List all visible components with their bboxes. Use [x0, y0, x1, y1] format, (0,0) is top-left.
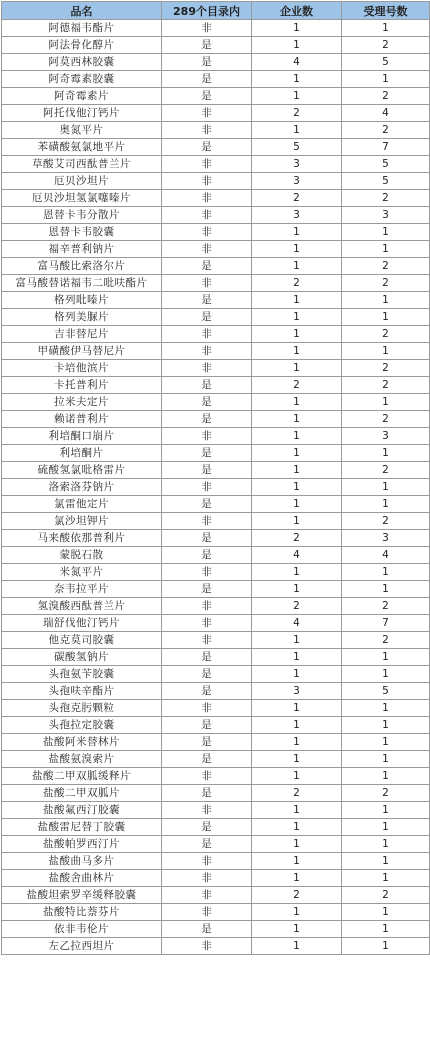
table-row [2, 734, 430, 751]
acceptance-count-cell: 2 [342, 88, 430, 105]
acceptance-count-cell: 1 [342, 853, 430, 870]
acceptance-count-cell: 2 [342, 411, 430, 428]
company-count-cell: 1 [252, 768, 342, 785]
product-name-cell: 盐酸氟西汀胶囊 [2, 802, 162, 819]
in-289-list-cell: 非 [162, 343, 252, 360]
acceptance-count-cell: 5 [342, 156, 430, 173]
company-count-cell: 2 [252, 105, 342, 122]
company-count-cell: 1 [252, 479, 342, 496]
table-row [2, 921, 430, 938]
acceptance-count-cell: 1 [342, 241, 430, 258]
table-row [2, 870, 430, 887]
in-289-list-cell: 是 [162, 139, 252, 156]
table-row [2, 139, 430, 156]
product-name-cell: 阿德福韦酯片 [2, 20, 162, 37]
in-289-list-cell: 非 [162, 428, 252, 445]
acceptance-count-cell: 2 [342, 785, 430, 802]
acceptance-count-cell: 2 [342, 462, 430, 479]
product-name-cell: 拉米夫定片 [2, 394, 162, 411]
acceptance-count-cell: 1 [342, 836, 430, 853]
in-289-list-cell: 是 [162, 258, 252, 275]
table-row [2, 819, 430, 836]
in-289-list-cell: 非 [162, 479, 252, 496]
table-row [2, 904, 430, 921]
product-name-cell: 富马酸比索洛尔片 [2, 258, 162, 275]
acceptance-count-cell: 1 [342, 71, 430, 88]
table-row [2, 377, 430, 394]
in-289-list-cell: 是 [162, 683, 252, 700]
company-count-cell: 1 [252, 394, 342, 411]
in-289-list-cell: 非 [162, 870, 252, 887]
company-count-cell: 4 [252, 54, 342, 71]
in-289-list-cell: 是 [162, 394, 252, 411]
company-count-cell: 2 [252, 275, 342, 292]
acceptance-count-cell: 2 [342, 513, 430, 530]
company-count-cell: 1 [252, 649, 342, 666]
in-289-list-cell: 是 [162, 581, 252, 598]
product-name-cell: 厄贝沙坦片 [2, 173, 162, 190]
acceptance-count-cell: 1 [342, 768, 430, 785]
in-289-list-cell: 非 [162, 904, 252, 921]
in-289-list-cell: 是 [162, 309, 252, 326]
acceptance-count-cell: 1 [342, 734, 430, 751]
in-289-list-cell: 是 [162, 496, 252, 513]
acceptance-count-cell: 2 [342, 632, 430, 649]
product-name-cell: 氢溴酸西酞普兰片 [2, 598, 162, 615]
acceptance-count-cell: 7 [342, 139, 430, 156]
acceptance-count-cell: 1 [342, 496, 430, 513]
in-289-list-cell: 非 [162, 615, 252, 632]
in-289-list-cell: 是 [162, 751, 252, 768]
table-row [2, 343, 430, 360]
in-289-list-cell: 非 [162, 513, 252, 530]
table-row [2, 173, 430, 190]
table-row [2, 360, 430, 377]
table-row [2, 309, 430, 326]
company-count-cell: 1 [252, 717, 342, 734]
table-row [2, 20, 430, 37]
table-row [2, 411, 430, 428]
company-count-cell: 1 [252, 224, 342, 241]
in-289-list-cell: 非 [162, 802, 252, 819]
acceptance-count-cell: 1 [342, 343, 430, 360]
company-count-cell: 1 [252, 513, 342, 530]
company-count-cell: 1 [252, 581, 342, 598]
table-row [2, 683, 430, 700]
acceptance-count-cell: 1 [342, 819, 430, 836]
acceptance-count-cell: 2 [342, 190, 430, 207]
company-count-cell: 1 [252, 20, 342, 37]
table-body [2, 20, 430, 955]
table-row [2, 513, 430, 530]
acceptance-count-cell: 2 [342, 360, 430, 377]
product-name-cell: 头孢拉定胶囊 [2, 717, 162, 734]
in-289-list-cell: 是 [162, 819, 252, 836]
acceptance-count-cell: 1 [342, 224, 430, 241]
acceptance-count-cell: 2 [342, 598, 430, 615]
product-name-cell: 头孢克肟颗粒 [2, 700, 162, 717]
company-count-cell: 1 [252, 360, 342, 377]
product-name-cell: 草酸艾司西酞普兰片 [2, 156, 162, 173]
product-name-cell: 马来酸依那普利片 [2, 530, 162, 547]
product-name-cell: 碳酸氢钠片 [2, 649, 162, 666]
table-row [2, 394, 430, 411]
table-row [2, 496, 430, 513]
company-count-cell: 1 [252, 734, 342, 751]
company-count-cell: 1 [252, 921, 342, 938]
table-row [2, 768, 430, 785]
acceptance-count-cell: 4 [342, 105, 430, 122]
table-row [2, 853, 430, 870]
table-row [2, 445, 430, 462]
acceptance-count-cell: 2 [342, 887, 430, 904]
table-row [2, 326, 430, 343]
table-row [2, 530, 430, 547]
table-row [2, 258, 430, 275]
company-count-cell: 3 [252, 683, 342, 700]
product-name-cell: 甲磺酸伊马替尼片 [2, 343, 162, 360]
product-name-cell: 盐酸二甲双胍缓释片 [2, 768, 162, 785]
header-product-name: 品名 [2, 2, 162, 20]
company-count-cell: 1 [252, 241, 342, 258]
in-289-list-cell: 非 [162, 700, 252, 717]
table-row [2, 292, 430, 309]
acceptance-count-cell: 1 [342, 666, 430, 683]
company-count-cell: 1 [252, 122, 342, 139]
in-289-list-cell: 是 [162, 734, 252, 751]
table-row [2, 479, 430, 496]
acceptance-count-cell: 4 [342, 547, 430, 564]
in-289-list-cell: 非 [162, 768, 252, 785]
acceptance-count-cell: 2 [342, 326, 430, 343]
product-name-cell: 盐酸坦索罗辛缓释胶囊 [2, 887, 162, 904]
table-row [2, 700, 430, 717]
table-row [2, 717, 430, 734]
product-name-cell: 氯沙坦钾片 [2, 513, 162, 530]
company-count-cell: 1 [252, 37, 342, 54]
company-count-cell: 1 [252, 343, 342, 360]
acceptance-count-cell: 2 [342, 377, 430, 394]
product-name-cell: 阿莫西林胶囊 [2, 54, 162, 71]
in-289-list-cell: 非 [162, 360, 252, 377]
in-289-list-cell: 非 [162, 224, 252, 241]
table-row [2, 156, 430, 173]
product-name-cell: 阿法骨化醇片 [2, 37, 162, 54]
product-name-cell: 富马酸替诺福韦二吡呋酯片 [2, 275, 162, 292]
header-company-count: 企业数 [252, 2, 342, 20]
acceptance-count-cell: 1 [342, 309, 430, 326]
acceptance-count-cell: 1 [342, 717, 430, 734]
company-count-cell: 2 [252, 530, 342, 547]
company-count-cell: 4 [252, 547, 342, 564]
product-name-cell: 盐酸舍曲林片 [2, 870, 162, 887]
in-289-list-cell: 非 [162, 105, 252, 122]
in-289-list-cell: 非 [162, 173, 252, 190]
company-count-cell: 1 [252, 836, 342, 853]
product-name-cell: 左乙拉西坦片 [2, 938, 162, 955]
acceptance-count-cell: 2 [342, 37, 430, 54]
table-row [2, 241, 430, 258]
product-name-cell: 米氮平片 [2, 564, 162, 581]
in-289-list-cell: 是 [162, 37, 252, 54]
acceptance-count-cell: 2 [342, 258, 430, 275]
in-289-list-cell: 是 [162, 785, 252, 802]
table-row [2, 462, 430, 479]
in-289-list-cell: 非 [162, 190, 252, 207]
table-row [2, 785, 430, 802]
table-row [2, 105, 430, 122]
in-289-list-cell: 非 [162, 326, 252, 343]
in-289-list-cell: 是 [162, 445, 252, 462]
in-289-list-cell: 是 [162, 411, 252, 428]
in-289-list-cell: 是 [162, 530, 252, 547]
product-name-cell: 格列吡嗪片 [2, 292, 162, 309]
product-name-cell: 格列美脲片 [2, 309, 162, 326]
acceptance-count-cell: 1 [342, 700, 430, 717]
table-row [2, 802, 430, 819]
in-289-list-cell: 非 [162, 241, 252, 258]
in-289-list-cell: 是 [162, 666, 252, 683]
table-row [2, 54, 430, 71]
product-name-cell: 卡培他滨片 [2, 360, 162, 377]
in-289-list-cell: 非 [162, 938, 252, 955]
product-name-cell: 福辛普利钠片 [2, 241, 162, 258]
product-name-cell: 阿托伐他汀钙片 [2, 105, 162, 122]
table-row [2, 37, 430, 54]
product-name-cell: 阿奇霉素胶囊 [2, 71, 162, 88]
product-name-cell: 蒙脱石散 [2, 547, 162, 564]
table-row [2, 88, 430, 105]
product-name-cell: 奈韦拉平片 [2, 581, 162, 598]
company-count-cell: 5 [252, 139, 342, 156]
company-count-cell: 1 [252, 71, 342, 88]
in-289-list-cell: 是 [162, 462, 252, 479]
company-count-cell: 1 [252, 802, 342, 819]
company-count-cell: 1 [252, 326, 342, 343]
in-289-list-cell: 非 [162, 598, 252, 615]
acceptance-count-cell: 2 [342, 122, 430, 139]
acceptance-count-cell: 1 [342, 870, 430, 887]
product-name-cell: 利培酮片 [2, 445, 162, 462]
table-row [2, 547, 430, 564]
header-in-289-list: 289个目录内 [162, 2, 252, 20]
acceptance-count-cell: 1 [342, 394, 430, 411]
company-count-cell: 1 [252, 88, 342, 105]
table-row [2, 122, 430, 139]
acceptance-count-cell: 3 [342, 428, 430, 445]
drug-table [1, 1, 430, 955]
in-289-list-cell: 非 [162, 20, 252, 37]
company-count-cell: 3 [252, 156, 342, 173]
acceptance-count-cell: 1 [342, 564, 430, 581]
product-name-cell: 依非韦伦片 [2, 921, 162, 938]
product-name-cell: 盐酸特比萘芬片 [2, 904, 162, 921]
company-count-cell: 2 [252, 190, 342, 207]
table-row [2, 938, 430, 955]
acceptance-count-cell: 5 [342, 683, 430, 700]
table-row [2, 428, 430, 445]
in-289-list-cell: 非 [162, 887, 252, 904]
company-count-cell: 3 [252, 207, 342, 224]
in-289-list-cell: 是 [162, 649, 252, 666]
company-count-cell: 1 [252, 904, 342, 921]
product-name-cell: 氯雷他定片 [2, 496, 162, 513]
company-count-cell: 1 [252, 870, 342, 887]
company-count-cell: 1 [252, 666, 342, 683]
acceptance-count-cell: 7 [342, 615, 430, 632]
company-count-cell: 1 [252, 853, 342, 870]
acceptance-count-cell: 3 [342, 207, 430, 224]
table-row [2, 581, 430, 598]
acceptance-count-cell: 1 [342, 649, 430, 666]
acceptance-count-cell: 1 [342, 751, 430, 768]
product-name-cell: 奥氮平片 [2, 122, 162, 139]
in-289-list-cell: 是 [162, 54, 252, 71]
acceptance-count-cell: 1 [342, 20, 430, 37]
company-count-cell: 1 [252, 258, 342, 275]
company-count-cell: 2 [252, 377, 342, 394]
product-name-cell: 盐酸二甲双胍片 [2, 785, 162, 802]
product-name-cell: 恩替卡韦分散片 [2, 207, 162, 224]
product-name-cell: 阿奇霉素片 [2, 88, 162, 105]
company-count-cell: 2 [252, 785, 342, 802]
in-289-list-cell: 是 [162, 292, 252, 309]
in-289-list-cell: 非 [162, 156, 252, 173]
product-name-cell: 头孢氨苄胶囊 [2, 666, 162, 683]
acceptance-count-cell: 5 [342, 173, 430, 190]
in-289-list-cell: 是 [162, 717, 252, 734]
product-name-cell: 硫酸氢氯吡格雷片 [2, 462, 162, 479]
company-count-cell: 1 [252, 632, 342, 649]
table-row [2, 887, 430, 904]
product-name-cell: 洛索洛芬钠片 [2, 479, 162, 496]
product-name-cell: 盐酸帕罗西汀片 [2, 836, 162, 853]
company-count-cell: 1 [252, 700, 342, 717]
table-row [2, 598, 430, 615]
table-row [2, 207, 430, 224]
table-row [2, 275, 430, 292]
product-name-cell: 厄贝沙坦氢氯噻嗪片 [2, 190, 162, 207]
in-289-list-cell: 非 [162, 853, 252, 870]
product-name-cell: 瑞舒伐他汀钙片 [2, 615, 162, 632]
company-count-cell: 1 [252, 564, 342, 581]
table-row [2, 836, 430, 853]
product-name-cell: 盐酸曲马多片 [2, 853, 162, 870]
acceptance-count-cell: 2 [342, 275, 430, 292]
product-name-cell: 赖诺普利片 [2, 411, 162, 428]
acceptance-count-cell: 1 [342, 938, 430, 955]
product-name-cell: 吉非替尼片 [2, 326, 162, 343]
company-count-cell: 1 [252, 411, 342, 428]
table-row [2, 224, 430, 241]
table-row [2, 751, 430, 768]
company-count-cell: 1 [252, 819, 342, 836]
company-count-cell: 1 [252, 292, 342, 309]
in-289-list-cell: 是 [162, 88, 252, 105]
in-289-list-cell: 非 [162, 275, 252, 292]
acceptance-count-cell: 1 [342, 479, 430, 496]
acceptance-count-cell: 3 [342, 530, 430, 547]
table-row [2, 71, 430, 88]
in-289-list-cell: 是 [162, 377, 252, 394]
company-count-cell: 4 [252, 615, 342, 632]
product-name-cell: 卡托普利片 [2, 377, 162, 394]
table-row [2, 632, 430, 649]
product-name-cell: 盐酸雷尼替丁胶囊 [2, 819, 162, 836]
company-count-cell: 1 [252, 751, 342, 768]
company-count-cell: 2 [252, 887, 342, 904]
company-count-cell: 1 [252, 938, 342, 955]
company-count-cell: 1 [252, 428, 342, 445]
in-289-list-cell: 是 [162, 836, 252, 853]
company-count-cell: 1 [252, 462, 342, 479]
in-289-list-cell: 是 [162, 921, 252, 938]
in-289-list-cell: 非 [162, 632, 252, 649]
company-count-cell: 1 [252, 309, 342, 326]
in-289-list-cell: 非 [162, 207, 252, 224]
table-row [2, 666, 430, 683]
company-count-cell: 1 [252, 445, 342, 462]
acceptance-count-cell: 1 [342, 581, 430, 598]
acceptance-count-cell: 1 [342, 292, 430, 309]
acceptance-count-cell: 1 [342, 802, 430, 819]
company-count-cell: 1 [252, 496, 342, 513]
company-count-cell: 2 [252, 598, 342, 615]
product-name-cell: 他克莫司胶囊 [2, 632, 162, 649]
table-row [2, 615, 430, 632]
acceptance-count-cell: 1 [342, 921, 430, 938]
header-row [2, 2, 430, 20]
product-name-cell: 苯磺酸氨氯地平片 [2, 139, 162, 156]
acceptance-count-cell: 1 [342, 445, 430, 462]
product-name-cell: 盐酸氨溴索片 [2, 751, 162, 768]
product-name-cell: 恩替卡韦胶囊 [2, 224, 162, 241]
header-acceptance-count: 受理号数 [342, 2, 430, 20]
company-count-cell: 3 [252, 173, 342, 190]
in-289-list-cell: 是 [162, 547, 252, 564]
product-name-cell: 盐酸阿米替林片 [2, 734, 162, 751]
in-289-list-cell: 非 [162, 564, 252, 581]
acceptance-count-cell: 5 [342, 54, 430, 71]
acceptance-count-cell: 1 [342, 904, 430, 921]
table-row [2, 649, 430, 666]
product-name-cell: 利培酮口崩片 [2, 428, 162, 445]
table-row [2, 190, 430, 207]
table-row [2, 564, 430, 581]
product-name-cell: 头孢呋辛酯片 [2, 683, 162, 700]
in-289-list-cell: 是 [162, 71, 252, 88]
in-289-list-cell: 非 [162, 122, 252, 139]
